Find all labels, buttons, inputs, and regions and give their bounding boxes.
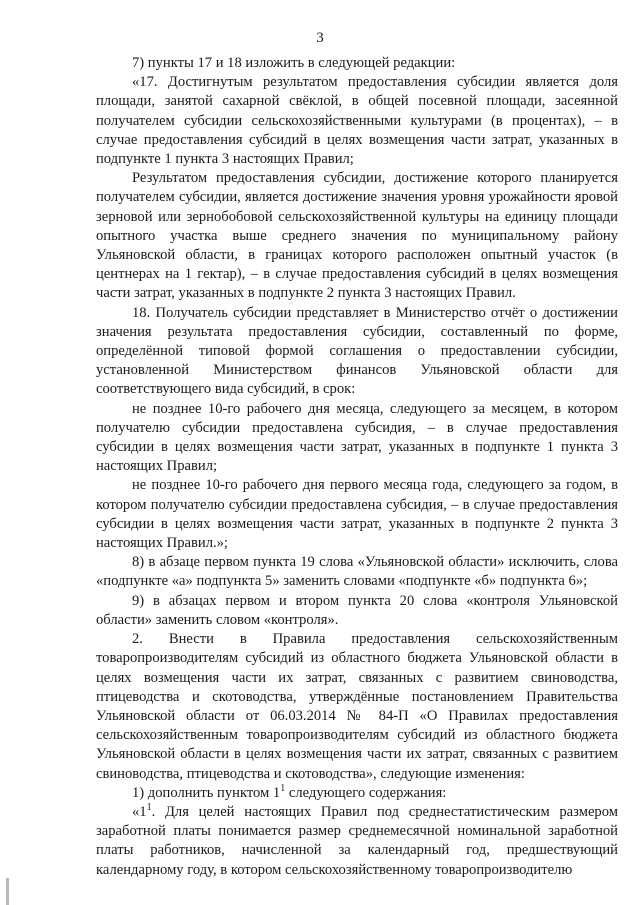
text-run: «1 [132,803,147,820]
scan-edge-mark [6,878,9,905]
paragraph-point-18: 18. Получатель субсидии представляет в Министерство отчёт о достижении значения результата предоставления субсидии, составленный по форме, определённой типовой формой соглашения о предоставлении субсидии, установленной Министерством финансов Ульяновской области для соответствующего вида субсидий, в срок: [96,304,618,398]
paragraph-deadline-yearly: не позднее 10-го рабочего дня первого месяца года, следующего за годом, в котором получателю субсидии предоставлена субсидия, – в случае предоставления субсидии в целях возмещения части затрат, указанных в подпункте 2 пункта 3 настоящих Правил.»; [96,477,618,552]
paragraph-result-yield: Результатом предоставления субсидии, достижение которого планируется получателем субсидии, является достижение значения уровня урожайности яровой зерновой или зернобобовой сельскохозяйственной культуры на единицу площади опытного участка выше среднего значения по муниципальному району Ульяновской области, в границах которого расположен опытный участок (в центнерах на 1 гектар), – в случае предоставления субсидий в целях возмещения части затрат, указанных в подпункте 2 пункта 3 настоящих Правил. [96,170,618,302]
document-body [96,54,618,880]
superscript: 1 [146,802,152,814]
text-run: следующего содержания: [285,784,447,801]
paragraph-deadline-monthly: не позднее 10-го рабочего дня месяца, следующего за месяцем, в котором получателю субсидии предоставлена субсидия, – в случае предоставления субсидии в целях возмещения части затрат, указанных в подпункте 1 пункта 3 настоящих Правил; [96,400,618,475]
paragraph-item-9: 9) в абзацах первом и втором пункта 20 слова «контроля Ульяновской области» заменить словом «контроля». [96,592,618,628]
superscript: 1 [280,782,286,794]
paragraph-add-point-1-1 [96,784,618,803]
paragraph-section-2: 2. Внести в Правила предоставления сельскохозяйственным товаропроизводителям субсидий из областного бюджета Ульяновской области в целях возмещения части их затрат, связанных с развитием свиноводства, птицеводства и скотоводства, утверждённые постановлением Правительства Ульяновской области от 06.03.2014 № 84-П «О Правилах предоставления сельскохозяйственным товаропроизводителям субсидий из областного бюджета Ульяновской области в целях возмещения части их затрат, связанных с развитием свиноводства, птицеводства и скотоводства», следующие изменения: [96,631,618,782]
paragraph-point-17: «17. Достигнутым результатом предоставления субсидии является доля площади, занятой сахарной свёклой, в общей посевной площади, засеянной получателем субсидии сельскохозяйственными культурами (в процентах), – в случае предоставления субсидий в целях возмещения части затрат, указанных в подпункте 1 пункта 3 настоящих Правил; [96,74,618,168]
text-run: . Для целей настоящих Правил под среднестатистическим размером заработной платы понимается размер среднемесячной номинальной заработной платы работников, начисленной за календарный год, предшествующий календарному году, в котором сельскохозяйственному товаропроизводителю [96,803,618,878]
page-number: 3 [316,30,324,46]
text-run: 1) дополнить пунктом 1 [132,784,281,801]
paragraph-point-1-1-text [96,803,618,880]
paragraph-item-8: 8) в абзаце первом пункта 19 слова «Ульяновской области» исключить, слова «подпункте «а» подпункта 5» заменить словами «подпункте «б» подпункта 6»; [96,554,618,590]
paragraph-item-7: 7) пункты 17 и 18 изложить в следующей редакции: [132,55,456,71]
